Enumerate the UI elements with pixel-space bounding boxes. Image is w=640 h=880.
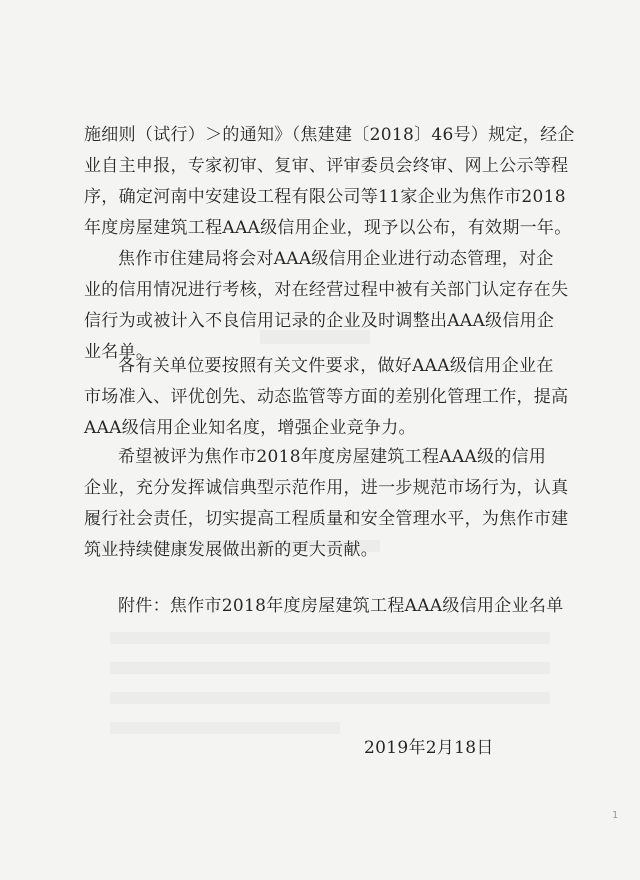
paragraph-line: 希望被评为焦作市2018年度房屋建筑工程AAA级的信用 [118,447,547,467]
scan-bleed-mark [110,662,550,674]
paragraph-4 [84,442,569,566]
paragraph-line: AAA级信用企业知名度，增强企业竞争力。 [84,418,416,438]
paragraph-line: 年度房屋建筑工程AAA级信用企业，现予以公布，有效期一年。 [84,218,572,238]
scan-bleed-mark [110,722,340,734]
attachment-line: 附件：焦作市2018年度房屋建筑工程AAA级信用企业名单 [118,596,564,616]
paragraph-line: 企业，充分发挥诚信典型示范作用，进一步规范市场行为，认真 [84,478,569,498]
paragraph-line: 各有关单位要按照有关文件要求，做好AAA级信用企业在 [118,356,554,376]
paragraph-line: 信行为或被计入不良信用记录的企业及时调整出AAA级信用企 [84,311,555,331]
document-date: 2019年2月18日 [364,738,494,758]
paragraph-line: 业自主申报，专家初审、复审、评审委员会终审、网上公示等程 [84,156,569,176]
paragraph-line: 焦作市住建局将会对AAA级信用企业进行动态管理，对企 [118,249,554,269]
paragraph-line: 履行社会责任，切实提高工程质量和安全管理水平，为焦作市建 [84,509,569,529]
paragraph-3 [84,351,569,444]
page-number: 1 [612,810,619,821]
paragraph-line: 业名单。 [84,342,154,362]
scan-bleed-mark [110,632,550,644]
paragraph-line: 市场准入、评优创先、动态监管等方面的差别化管理工作，提高 [84,387,569,407]
paragraph-line: 业的信用情况进行考核，对在经营过程中被有关部门认定存在失 [84,280,569,300]
paragraph-line: 序，确定河南中安建设工程有限公司等11家企业为焦作市2018 [84,187,566,207]
paragraph-1 [84,120,575,244]
scan-bleed-mark [110,692,550,704]
paragraph-line: 施细则（试行）＞的通知》（焦建建〔2018〕46号）规定，经企 [84,125,575,145]
paragraph-2 [84,244,569,368]
paragraph-line: 筑业持续健康发展做出新的更大贡献。 [84,540,379,560]
